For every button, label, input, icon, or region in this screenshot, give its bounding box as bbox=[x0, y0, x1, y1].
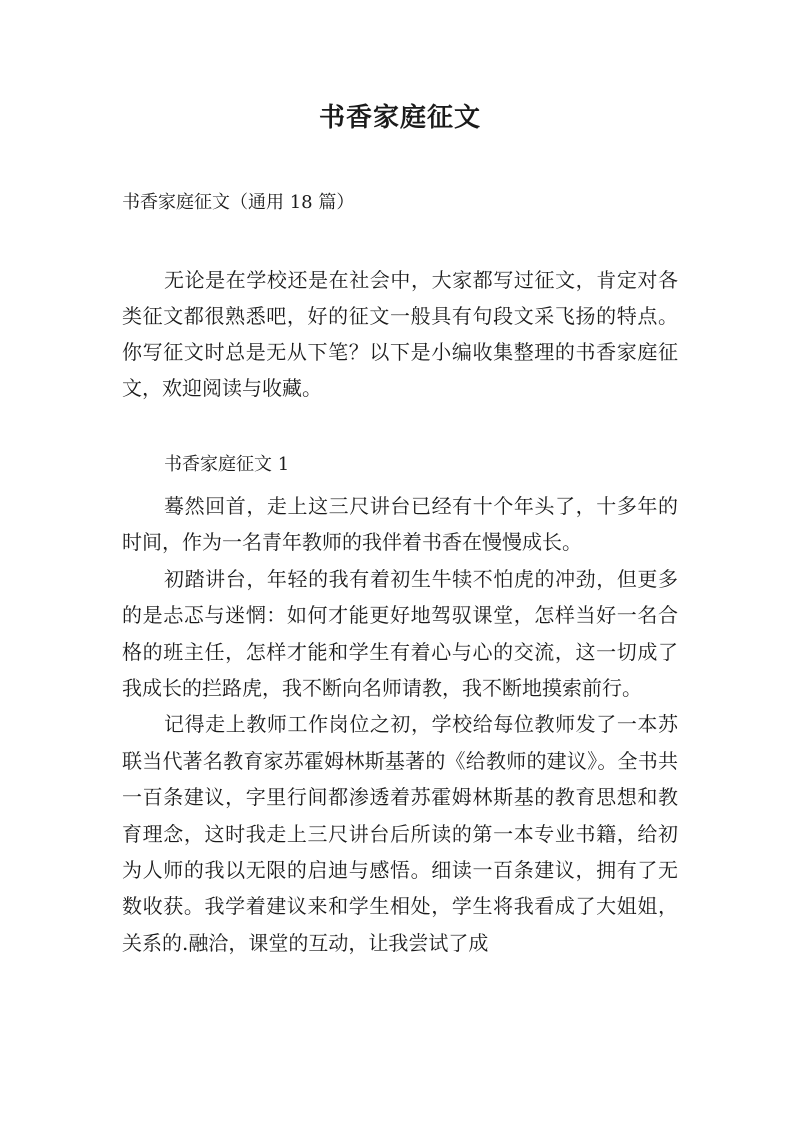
body-paragraph-1: 蓦然回首，走上这三尺讲台已经有十个年头了，十多年的时间，作为一名青年教师的我伴着书香在慢慢成长。 bbox=[122, 494, 678, 555]
body-paragraph-3: 记得走上教师工作岗位之初，学校给每位教师发了一本苏联当代著名教育家苏霍姆林斯基著的《给教师的建议》。全书共一百条建议，字里行间都渗透着苏霍姆林斯基的教育思想和教育理念，这时我走上三尺讲台后所读的第一本专业书籍，给初为人师的我以无限的启迪与感悟。细读一百条建议，拥有了无数收获。我学着建议来和学生相处，学生将我看成了大姐姐，关系的.融洽，课堂的互动，让我尝试了成 bbox=[122, 712, 678, 955]
document-subtitle: 书香家庭征文（通用 18 篇） bbox=[122, 192, 355, 213]
page-title: 书香家庭征文 bbox=[318, 103, 481, 133]
body-paragraph-2: 初踏讲台，年轻的我有着初生牛犊不怕虎的冲劲，但更多的是忐忑与迷惘：如何才能更好地驾驭课堂，怎样当好一名合格的班主任，怎样才能和学生有着心与心的交流，这一切成了我成长的拦路虎，我不断向名师请教，我不断地摸索前行。 bbox=[122, 566, 678, 701]
section-heading: 书香家庭征文 1 bbox=[164, 454, 290, 475]
article-body bbox=[122, 488, 678, 961]
intro-paragraph: 无论是在学校还是在社会中，大家都写过征文，肯定对各类征文都很熟悉吧，好的征文一般具有句段文采飞扬的特点。你写征文时总是无从下笔？以下是小编收集整理的书香家庭征文，欢迎阅读与收藏。 bbox=[122, 268, 678, 400]
